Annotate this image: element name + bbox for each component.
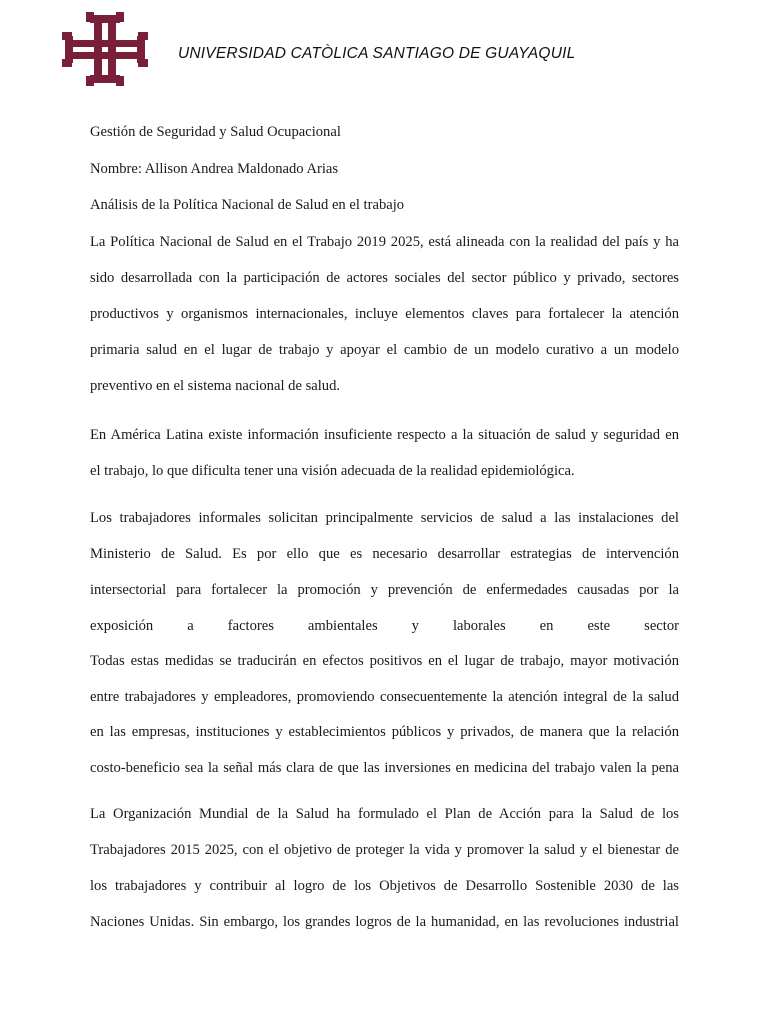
body-line: primaria salud en el lugar de trabajo y apoyar el cambio de un modelo curativo a un modelo <box>90 342 679 358</box>
body-line: En América Latina existe información insuficiente respecto a la situación de salud y seguridad en <box>90 427 679 443</box>
body-line: intersectorial para fortalecer la promoción y prevención de enfermedades causadas por la <box>90 582 679 598</box>
university-logo-icon <box>62 12 148 86</box>
body-line: Trabajadores 2015 2025, con el objetivo de proteger la vida y promover la salud y el bienestar de <box>90 842 679 858</box>
body-line: en las empresas, instituciones y establecimientos públicos y privados, de manera que la relación <box>90 724 679 740</box>
body-line: La Organización Mundial de la Salud ha formulado el Plan de Acción para la Salud de los <box>90 806 679 822</box>
body-line: productivos y organismos internacionales, incluye elementos claves para fortalecer la atención <box>90 306 679 322</box>
body-line: el trabajo, lo que dificulta tener una visión adecuada de la realidad epidemiológica. <box>90 463 575 479</box>
document-title: Análisis de la Política Nacional de Salud en el trabajo <box>90 197 405 213</box>
body-line: Naciones Unidas. Sin embargo, los grandes logros de la humanidad, en las revoluciones industrial <box>90 914 679 930</box>
body-line: La Política Nacional de Salud en el Trabajo 2019 2025, está alineada con la realidad del país y ha <box>90 234 679 250</box>
course-title: Gestión de Seguridad y Salud Ocupacional <box>90 124 341 140</box>
body-line: sido desarrollada con la participación de actores sociales del sector público y privado, sectores <box>90 270 679 286</box>
body-line: costo-beneficio sea la señal más clara de que las inversiones en medicina del trabajo valen la pena <box>90 760 679 776</box>
student-name: Nombre: Allison Andrea Maldonado Arias <box>90 161 339 177</box>
body-line: Ministerio de Salud. Es por ello que es necesario desarrollar estrategias de intervención <box>90 546 679 562</box>
body-line: los trabajadores y contribuir al logro de los Objetivos de Desarrollo Sostenible 2030 de las <box>90 878 679 894</box>
body-line: Los trabajadores informales solicitan principalmente servicios de salud a las instalaciones del <box>90 510 679 526</box>
body-line: Todas estas medidas se traducirán en efectos positivos en el lugar de trabajo, mayor motivación <box>90 653 679 669</box>
body-line: preventivo en el sistema nacional de salud. <box>90 378 341 394</box>
body-line: exposición a factores ambientales y laborales en este sector <box>90 618 679 634</box>
body-line: entre trabajadores y empleadores, promoviendo consecuentemente la atención integral de la salud <box>90 689 679 705</box>
university-name: UNIVERSIDAD CATÒLICA SANTIAGO DE GUAYAQUIL <box>178 45 576 62</box>
